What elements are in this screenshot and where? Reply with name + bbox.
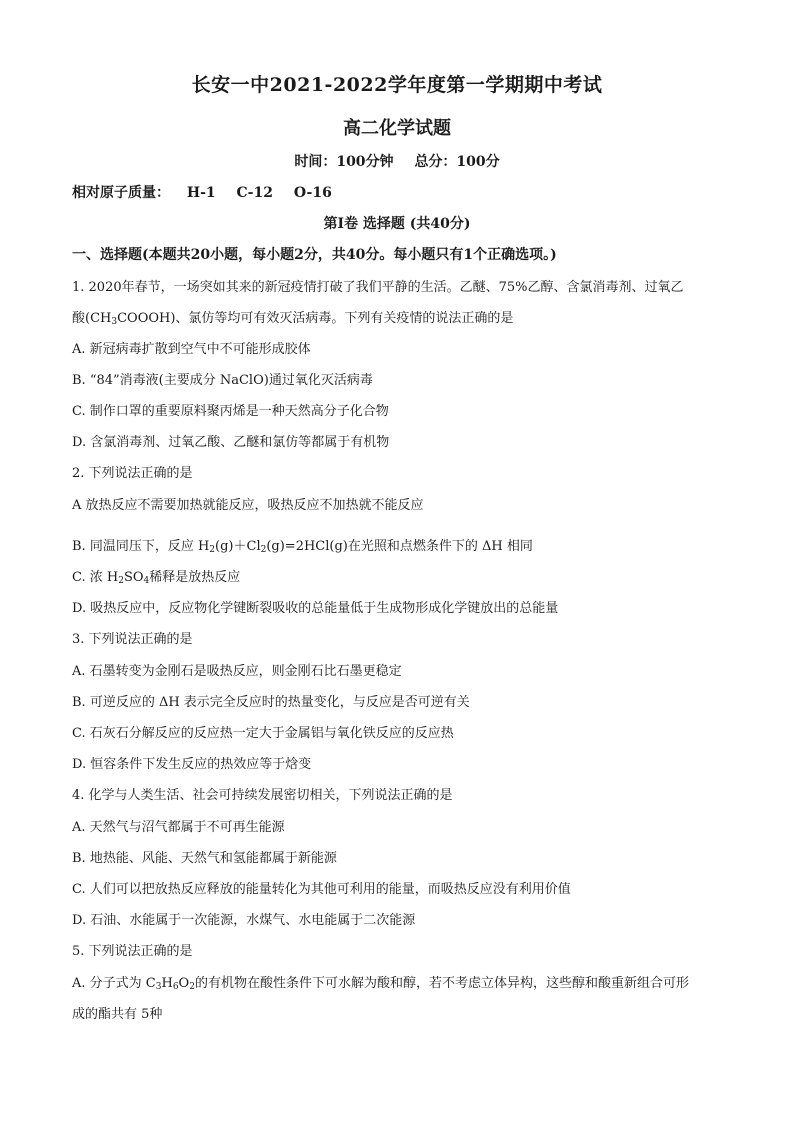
q1-option-d: D. 含氯消毒剂、过氧乙酸、乙醚和氯仿等都属于有机物 [72, 435, 390, 450]
volume-title: 第Ⅰ卷 选择题 (共40分) [323, 216, 471, 232]
q2-option-d: D. 吸热反应中，反应物化学键断裂吸收的总能量低于生成物形成化学键放出的总能量 [72, 601, 559, 616]
exam-subtitle: 高二化学试题 [343, 118, 451, 139]
q2-c-part: 稀释是放热反应 [149, 570, 241, 585]
q2-b-sub: 2 [260, 545, 267, 555]
q4-option-b: B. 地热能、风能、天然气和氢能都属于新能源 [72, 851, 337, 866]
atomic-mass-label: 相对原子质量： [72, 185, 170, 201]
q5-a-part: O [178, 976, 190, 991]
q1-option-a: A. 新冠病毒扩散到空气中不可能形成胶体 [72, 342, 311, 357]
q2-option-b [72, 535, 533, 554]
q2-b-sub: 2 [209, 545, 216, 555]
q4-stem: 4. 化学与人类生活、社会可持续发展密切相关，下列说法正确的是 [72, 788, 453, 803]
atomic-mass-o: O-16 [293, 185, 332, 201]
atomic-masses [72, 182, 348, 202]
q3-stem: 3. 下列说法正确的是 [72, 632, 193, 647]
q1-option-c: C. 制作口罩的重要原料聚丙烯是一种天然高分子化合物 [72, 404, 389, 419]
q2-stem: 2. 下列说法正确的是 [72, 466, 193, 481]
q1-stem-sub: 3 [111, 317, 118, 327]
q1-stem-part: 酸(CH [72, 311, 112, 326]
q4-option-c: C. 人们可以把放热反应释放的能量转化为其他可利用的能量，而吸热反应没有利用价值 [72, 882, 571, 897]
section-title: 一、选择题(本题共20小题，每小题2分，共40分。每小题只有1个正确选项。) [72, 247, 557, 263]
q3-option-b: B. 可逆反应的 ΔH 表示完全反应时的热量变化，与反应是否可逆有关 [72, 695, 470, 710]
q1-stem-line2 [72, 307, 513, 326]
q2-c-sub: 2 [118, 576, 124, 586]
exam-total: 总分：100分 [414, 154, 500, 170]
q1-stem-part: COOOH)、氯仿等均可有效灭活病毒。下列有关疫情的说法正确的是 [117, 311, 514, 326]
q5-option-a [72, 972, 689, 991]
q3-option-a: A. 石墨转变为金刚石是吸热反应，则金刚石比石墨更稳定 [72, 664, 402, 679]
atomic-mass-h: H-1 [186, 185, 216, 201]
q2-c-part: C. 浓 H [72, 570, 119, 585]
q2-option-a: A 放热反应不需要加热就能反应，吸热反应不加热就不能反应 [72, 498, 424, 513]
q3-option-c: C. 石灰石分解反应的反应热一定大于金属铝与氧化铁反应的反应热 [72, 726, 454, 741]
q4-option-a: A. 天然气与沼气都属于不可再生能源 [72, 820, 285, 835]
q5-a-sub: 2 [189, 982, 195, 992]
q5-a-sub: 6 [172, 982, 179, 992]
q2-option-c [72, 566, 240, 585]
q1-option-b: B. “84”消毒液(主要成分 NaClO)通过氧化灭活病毒 [72, 373, 373, 388]
q2-b-part: (g)＋Cl [215, 539, 261, 554]
q5-a-part: A. 分子式为 C [72, 976, 156, 991]
q5-a-part: 的有机物在酸性条件下可水解为酸和醇，若不考虑立体异构，这些醇和酸重新组合可形 [194, 976, 689, 991]
q3-option-d: D. 恒容条件下发生反应的热效应等于焓变 [72, 757, 312, 772]
q4-option-d: D. 石油、水能属于一次能源，水煤气、水电能属于二次能源 [72, 913, 416, 928]
exam-info [0, 151, 794, 171]
q1-stem-line1: 1. 2020年春节，一场突如其来的新冠疫情打破了我们平静的生活。乙醚、75%乙醇、含氯消毒剂、过氧乙 [72, 280, 684, 295]
q2-c-part: SO [123, 570, 144, 585]
q2-b-part: B. 同温同压下，反应 H [72, 539, 210, 554]
q5-stem: 5. 下列说法正确的是 [72, 944, 193, 959]
exam-title: 长安一中2021-2022学年度第一学期期中考试 [191, 74, 603, 96]
q5-option-a-line2: 成的酯共有 5种 [72, 1007, 163, 1022]
q2-c-sub: 4 [143, 576, 150, 586]
q5-a-part: H [161, 976, 173, 991]
q5-a-sub: 3 [155, 982, 162, 992]
q2-b-part: (g)=2HCl(g)在光照和点燃条件下的 ΔH 相同 [266, 539, 533, 554]
exam-time: 时间：100分钟 [294, 154, 394, 170]
atomic-mass-c: C-12 [236, 185, 273, 201]
